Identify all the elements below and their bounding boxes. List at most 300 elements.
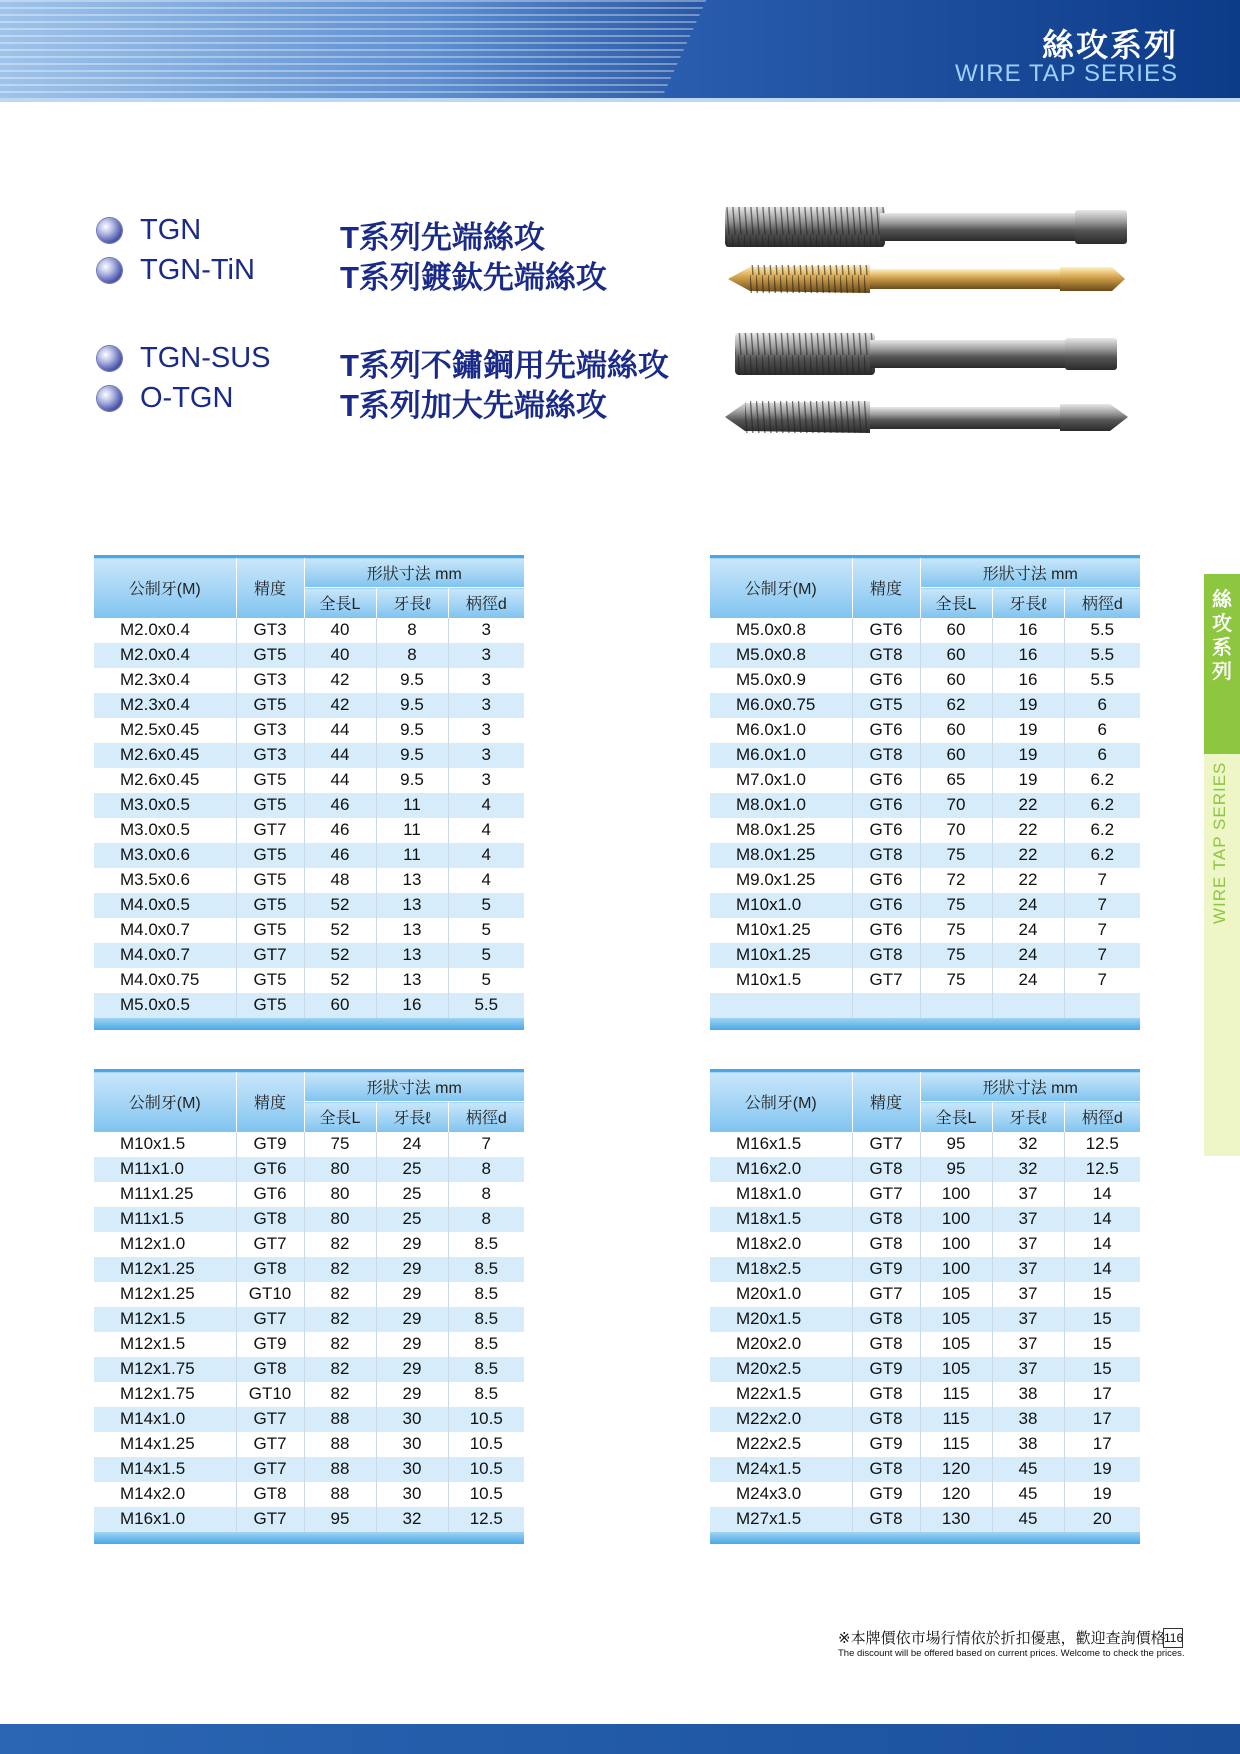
cell-shank-diameter: 12.5: [1064, 1132, 1140, 1157]
cell-shank-diameter: 8: [448, 1157, 524, 1182]
table-row: [94, 868, 524, 893]
cell-metric: M20x2.0: [710, 1332, 852, 1357]
header-total-length: 全長L: [920, 588, 992, 618]
cell-total-length: 95: [920, 1132, 992, 1157]
cell-metric: M14x1.25: [94, 1432, 236, 1457]
table-row: [710, 1257, 1140, 1282]
cell-shank-diameter: 3: [448, 618, 524, 643]
cell-metric: M2.3x0.4: [94, 668, 236, 693]
cell-thread-length: 29: [376, 1257, 448, 1282]
cell-total-length: 75: [920, 843, 992, 868]
cell-total-length: 105: [920, 1282, 992, 1307]
cell-metric: M10x1.5: [710, 968, 852, 993]
cell-thread-length: 19: [992, 768, 1064, 793]
table-row: [94, 1357, 524, 1382]
cell-metric: M5.0x0.5: [94, 993, 236, 1018]
table-row: [94, 1382, 524, 1407]
cell-metric: M8.0x1.0: [710, 793, 852, 818]
cell-thread-length: 37: [992, 1332, 1064, 1357]
header-metric: 公制牙(M): [710, 557, 852, 618]
cell-metric: M18x1.0: [710, 1182, 852, 1207]
cell-total-length: 52: [304, 893, 376, 918]
cell-shank-diameter: 10.5: [448, 1457, 524, 1482]
cell-grade: GT5: [852, 693, 920, 718]
cell-grade: GT6: [236, 1157, 304, 1182]
cell-thread-length: 13: [376, 868, 448, 893]
cell-thread-length: 13: [376, 918, 448, 943]
cell-thread-length: [992, 993, 1064, 1018]
table-row: [710, 768, 1140, 793]
cell-metric: M2.3x0.4: [94, 693, 236, 718]
table-row: [94, 1332, 524, 1357]
cell-grade: GT5: [236, 968, 304, 993]
header-metric: 公制牙(M): [94, 557, 236, 618]
bullet-icon: [97, 258, 122, 283]
cell-total-length: 52: [304, 968, 376, 993]
cell-total-length: 42: [304, 693, 376, 718]
cell-shank-diameter: 12.5: [448, 1507, 524, 1532]
cell-total-length: 105: [920, 1332, 992, 1357]
cell-shank-diameter: 7: [1064, 893, 1140, 918]
header-total-length: 全長L: [304, 588, 376, 618]
cell-metric: M18x2.0: [710, 1232, 852, 1257]
table-row: [710, 1282, 1140, 1307]
cell-total-length: 82: [304, 1307, 376, 1332]
cell-metric: M3.0x0.5: [94, 793, 236, 818]
cell-thread-length: 24: [992, 893, 1064, 918]
cell-thread-length: 8: [376, 618, 448, 643]
cell-total-length: 42: [304, 668, 376, 693]
cell-total-length: 82: [304, 1257, 376, 1282]
cell-grade: GT5: [236, 893, 304, 918]
table-row: [710, 793, 1140, 818]
cell-total-length: 40: [304, 618, 376, 643]
cell-total-length: 52: [304, 918, 376, 943]
cell-shank-diameter: 8.5: [448, 1257, 524, 1282]
cell-metric: M16x1.0: [94, 1507, 236, 1532]
cell-shank-diameter: 8.5: [448, 1357, 524, 1382]
cell-grade: GT7: [236, 818, 304, 843]
cell-shank-diameter: 5.5: [1064, 618, 1140, 643]
cell-shank-diameter: 15: [1064, 1307, 1140, 1332]
cell-grade: GT8: [852, 843, 920, 868]
side-tab: [1204, 574, 1240, 1156]
cell-total-length: 120: [920, 1482, 992, 1507]
cell-shank-diameter: 5: [448, 968, 524, 993]
cell-total-length: 46: [304, 843, 376, 868]
table-row: [94, 1232, 524, 1257]
cell-total-length: 48: [304, 868, 376, 893]
table-row: [94, 643, 524, 668]
cell-total-length: 95: [920, 1157, 992, 1182]
cell-grade: GT9: [852, 1257, 920, 1282]
cell-grade: GT8: [852, 1407, 920, 1432]
cell-metric: M11x1.5: [94, 1207, 236, 1232]
cell-grade: GT6: [852, 618, 920, 643]
series-code: TGN: [140, 214, 202, 246]
table-row: [710, 1232, 1140, 1257]
cell-thread-length: 29: [376, 1307, 448, 1332]
cell-shank-diameter: 6: [1064, 743, 1140, 768]
cell-thread-length: 37: [992, 1282, 1064, 1307]
banner-stripes: [0, 0, 760, 102]
series-code: O-TGN: [140, 382, 234, 414]
cell-total-length: 88: [304, 1432, 376, 1457]
cell-shank-diameter: 17: [1064, 1432, 1140, 1457]
cell-metric: M12x1.25: [94, 1257, 236, 1282]
cell-metric: M24x1.5: [710, 1457, 852, 1482]
cell-total-length: 44: [304, 743, 376, 768]
header-dims: 形狀寸法 mm: [304, 1071, 524, 1102]
tap-image-o-tgn: [725, 401, 1128, 433]
cell-shank-diameter: 8.5: [448, 1332, 524, 1357]
cell-thread-length: 9.5: [376, 718, 448, 743]
cell-shank-diameter: 10.5: [448, 1407, 524, 1432]
cell-metric: M22x2.0: [710, 1407, 852, 1432]
cell-thread-length: 38: [992, 1407, 1064, 1432]
bullet-icon: [97, 386, 122, 411]
cell-metric: M10x1.0: [710, 893, 852, 918]
cell-metric: M24x3.0: [710, 1482, 852, 1507]
table-row: [710, 893, 1140, 918]
cell-total-length: 46: [304, 818, 376, 843]
cell-thread-length: 37: [992, 1207, 1064, 1232]
header-metric: 公制牙(M): [94, 1071, 236, 1132]
cell-total-length: 80: [304, 1182, 376, 1207]
cell-grade: GT5: [236, 693, 304, 718]
cell-grade: GT7: [236, 1507, 304, 1532]
cell-total-length: 130: [920, 1507, 992, 1532]
cell-thread-length: 22: [992, 793, 1064, 818]
cell-total-length: 88: [304, 1457, 376, 1482]
cell-thread-length: 25: [376, 1207, 448, 1232]
cell-grade: GT8: [852, 1207, 920, 1232]
header-total-length: 全長L: [304, 1102, 376, 1132]
cell-shank-diameter: 4: [448, 793, 524, 818]
table-row: [710, 843, 1140, 868]
cell-grade: GT3: [236, 668, 304, 693]
table-row: [710, 943, 1140, 968]
cell-total-length: 80: [304, 1207, 376, 1232]
tap-image-tgn-sus: [735, 333, 1117, 375]
cell-metric: M3.0x0.5: [94, 818, 236, 843]
cell-total-length: 72: [920, 868, 992, 893]
cell-shank-diameter: 5.5: [448, 993, 524, 1018]
cell-thread-length: 45: [992, 1482, 1064, 1507]
cell-metric: M14x1.5: [94, 1457, 236, 1482]
cell-thread-length: 24: [992, 918, 1064, 943]
cell-grade: GT5: [236, 868, 304, 893]
side-tab-en: WIRE TAP SERIES: [1210, 761, 1229, 924]
cell-total-length: 46: [304, 793, 376, 818]
cell-thread-length: 19: [992, 693, 1064, 718]
cell-total-length: 82: [304, 1282, 376, 1307]
cell-shank-diameter: 6.2: [1064, 818, 1140, 843]
cell-grade: GT7: [236, 1457, 304, 1482]
table-row: [94, 818, 524, 843]
cell-grade: GT7: [236, 943, 304, 968]
cell-metric: M12x1.75: [94, 1382, 236, 1407]
cell-shank-diameter: 3: [448, 718, 524, 743]
cell-grade: GT5: [236, 793, 304, 818]
cell-grade: GT9: [236, 1132, 304, 1157]
side-tab-char: 絲: [1212, 589, 1232, 611]
cell-metric: M2.6x0.45: [94, 768, 236, 793]
cell-thread-length: 45: [992, 1507, 1064, 1532]
cell-metric: M2.0x0.4: [94, 618, 236, 643]
header-thread-length: 牙長ℓ: [376, 1102, 448, 1132]
cell-grade: GT8: [236, 1357, 304, 1382]
cell-grade: GT9: [852, 1357, 920, 1382]
table-row: [710, 1307, 1140, 1332]
cell-metric: M12x1.25: [94, 1282, 236, 1307]
cell-total-length: 105: [920, 1307, 992, 1332]
cell-shank-diameter: 7: [448, 1132, 524, 1157]
cell-shank-diameter: 8.5: [448, 1282, 524, 1307]
cell-grade: GT10: [236, 1382, 304, 1407]
cell-metric: M12x1.5: [94, 1307, 236, 1332]
cell-metric: M8.0x1.25: [710, 818, 852, 843]
cell-grade: GT8: [236, 1207, 304, 1232]
table-row: [94, 1407, 524, 1432]
cell-total-length: 82: [304, 1357, 376, 1382]
cell-metric: M7.0x1.0: [710, 768, 852, 793]
table-row: [94, 668, 524, 693]
cell-metric: M20x2.5: [710, 1357, 852, 1382]
table-row: [710, 618, 1140, 643]
cell-metric: M12x1.0: [94, 1232, 236, 1257]
cell-shank-diameter: 6.2: [1064, 793, 1140, 818]
cell-metric: M4.0x0.5: [94, 893, 236, 918]
cell-thread-length: 9.5: [376, 693, 448, 718]
table-row: [94, 1282, 524, 1307]
cell-thread-length: 29: [376, 1357, 448, 1382]
cell-grade: GT5: [236, 918, 304, 943]
cell-total-length: 75: [920, 918, 992, 943]
cell-grade: GT5: [236, 643, 304, 668]
cell-grade: GT8: [852, 1332, 920, 1357]
cell-shank-diameter: 5: [448, 918, 524, 943]
cell-metric: M3.5x0.6: [94, 868, 236, 893]
table-row: [710, 818, 1140, 843]
cell-metric: M12x1.5: [94, 1332, 236, 1357]
cell-metric: M10x1.5: [94, 1132, 236, 1157]
cell-grade: GT8: [852, 1157, 920, 1182]
cell-grade: GT3: [236, 618, 304, 643]
table-row: [94, 1257, 524, 1282]
cell-shank-diameter: 6: [1064, 693, 1140, 718]
cell-total-length: 70: [920, 793, 992, 818]
cell-metric: M5.0x0.8: [710, 643, 852, 668]
table-bottom-rule: [710, 1018, 1140, 1030]
spec-table-3: [94, 1069, 524, 1544]
cell-total-length: 70: [920, 818, 992, 843]
cell-total-length: 100: [920, 1257, 992, 1282]
cell-thread-length: 19: [992, 718, 1064, 743]
header-banner: [0, 0, 1240, 102]
cell-metric: M3.0x0.6: [94, 843, 236, 868]
table-row: [94, 1182, 524, 1207]
cell-metric: M10x1.25: [710, 918, 852, 943]
cell-total-length: 75: [304, 1132, 376, 1157]
cell-grade: GT8: [852, 1307, 920, 1332]
table-row: [710, 1182, 1140, 1207]
cell-total-length: 82: [304, 1382, 376, 1407]
cell-shank-diameter: 15: [1064, 1357, 1140, 1382]
table-row: [710, 668, 1140, 693]
cell-shank-diameter: 20: [1064, 1507, 1140, 1532]
cell-shank-diameter: 6.2: [1064, 843, 1140, 868]
table-row: [94, 843, 524, 868]
cell-thread-length: 13: [376, 893, 448, 918]
cell-shank-diameter: 5: [448, 943, 524, 968]
series-code: TGN-SUS: [140, 342, 271, 374]
cell-shank-diameter: 3: [448, 768, 524, 793]
table-row: [94, 1482, 524, 1507]
cell-thread-length: 16: [992, 618, 1064, 643]
cell-grade: GT8: [852, 1457, 920, 1482]
footer-note-en: The discount will be offered based on current prices. Welcome to check the prices.: [838, 1648, 1185, 1659]
table-row: [94, 1157, 524, 1182]
table-row: [710, 1432, 1140, 1457]
cell-shank-diameter: 15: [1064, 1282, 1140, 1307]
table-row: [710, 1132, 1140, 1157]
cell-total-length: 75: [920, 968, 992, 993]
table-row: [94, 1132, 524, 1157]
table-row: [94, 1432, 524, 1457]
table-row: [94, 1457, 524, 1482]
cell-grade: GT7: [236, 1307, 304, 1332]
cell-metric: M18x1.5: [710, 1207, 852, 1232]
cell-thread-length: 29: [376, 1332, 448, 1357]
cell-grade: [852, 993, 920, 1018]
cell-total-length: 115: [920, 1432, 992, 1457]
cell-thread-length: 19: [992, 743, 1064, 768]
cell-total-length: 115: [920, 1382, 992, 1407]
cell-grade: GT10: [236, 1282, 304, 1307]
cell-shank-diameter: 3: [448, 743, 524, 768]
page-number: 116: [1163, 1628, 1183, 1648]
cell-total-length: 60: [920, 668, 992, 693]
table-row: [94, 743, 524, 768]
header-shank-diameter: 柄徑d: [448, 1102, 524, 1132]
cell-thread-length: 30: [376, 1457, 448, 1482]
side-tab-zh: [1204, 588, 1240, 684]
cell-total-length: 100: [920, 1232, 992, 1257]
cell-metric: M20x1.0: [710, 1282, 852, 1307]
cell-grade: GT7: [236, 1407, 304, 1432]
cell-grade: GT8: [236, 1257, 304, 1282]
cell-shank-diameter: 14: [1064, 1207, 1140, 1232]
cell-metric: M6.0x1.0: [710, 718, 852, 743]
cell-total-length: 88: [304, 1482, 376, 1507]
cell-shank-diameter: 8: [448, 1182, 524, 1207]
cell-shank-diameter: 8: [448, 1207, 524, 1232]
cell-metric: M11x1.0: [94, 1157, 236, 1182]
cell-thread-length: 32: [992, 1132, 1064, 1157]
cell-shank-diameter: 12.5: [1064, 1157, 1140, 1182]
cell-shank-diameter: 14: [1064, 1182, 1140, 1207]
cell-total-length: 82: [304, 1232, 376, 1257]
cell-shank-diameter: 4: [448, 818, 524, 843]
tap-image-tgn-tin: [728, 265, 1125, 293]
table-row: [710, 1207, 1140, 1232]
side-tab-char: 系: [1212, 637, 1232, 659]
cell-total-length: 105: [920, 1357, 992, 1382]
cell-total-length: 60: [920, 718, 992, 743]
header-grade: 精度: [236, 1071, 304, 1132]
cell-shank-diameter: 19: [1064, 1457, 1140, 1482]
cell-metric: M10x1.25: [710, 943, 852, 968]
cell-grade: GT9: [236, 1332, 304, 1357]
cell-grade: GT5: [236, 843, 304, 868]
series-item: [95, 338, 715, 383]
cell-total-length: 40: [304, 643, 376, 668]
table-row: [710, 1157, 1140, 1182]
header-thread-length: 牙長ℓ: [992, 1102, 1064, 1132]
cell-thread-length: 37: [992, 1182, 1064, 1207]
table-row: [94, 1307, 524, 1332]
cell-thread-length: 16: [376, 993, 448, 1018]
cell-shank-diameter: 5.5: [1064, 668, 1140, 693]
cell-grade: GT6: [852, 718, 920, 743]
cell-thread-length: 9.5: [376, 668, 448, 693]
cell-thread-length: 37: [992, 1232, 1064, 1257]
header-dims: 形狀寸法 mm: [920, 1071, 1140, 1102]
header-shank-diameter: 柄徑d: [1064, 1102, 1140, 1132]
cell-total-length: 115: [920, 1407, 992, 1432]
cell-metric: M14x1.0: [94, 1407, 236, 1432]
cell-metric: M4.0x0.7: [94, 943, 236, 968]
series-desc: T系列先端絲攻: [340, 220, 545, 255]
cell-grade: GT8: [852, 743, 920, 768]
cell-total-length: 100: [920, 1207, 992, 1232]
cell-shank-diameter: 14: [1064, 1257, 1140, 1282]
cell-grade: GT6: [852, 818, 920, 843]
cell-shank-diameter: 17: [1064, 1407, 1140, 1432]
cell-total-length: 75: [920, 893, 992, 918]
cell-thread-length: 9.5: [376, 768, 448, 793]
cell-metric: M22x2.5: [710, 1432, 852, 1457]
cell-metric: M6.0x0.75: [710, 693, 852, 718]
table-row: [94, 693, 524, 718]
cell-thread-length: 29: [376, 1282, 448, 1307]
cell-metric: M16x2.0: [710, 1157, 852, 1182]
header-shank-diameter: 柄徑d: [1064, 588, 1140, 618]
cell-total-length: 52: [304, 943, 376, 968]
cell-grade: GT9: [852, 1432, 920, 1457]
tap-images: [720, 195, 1140, 465]
cell-total-length: 60: [304, 993, 376, 1018]
table-row: [94, 1207, 524, 1232]
table-row: [94, 793, 524, 818]
cell-thread-length: 29: [376, 1232, 448, 1257]
cell-metric: M27x1.5: [710, 1507, 852, 1532]
cell-metric: M11x1.25: [94, 1182, 236, 1207]
cell-grade: GT8: [852, 643, 920, 668]
cell-grade: GT8: [852, 1507, 920, 1532]
cell-thread-length: 24: [376, 1132, 448, 1157]
cell-grade: GT8: [852, 943, 920, 968]
cell-total-length: 62: [920, 693, 992, 718]
table-row: [94, 718, 524, 743]
table-row: [710, 1457, 1140, 1482]
cell-grade: GT6: [236, 1182, 304, 1207]
series-item: [95, 210, 715, 255]
header-grade: 精度: [852, 557, 920, 618]
cell-shank-diameter: 5.5: [1064, 643, 1140, 668]
cell-thread-length: 8: [376, 643, 448, 668]
